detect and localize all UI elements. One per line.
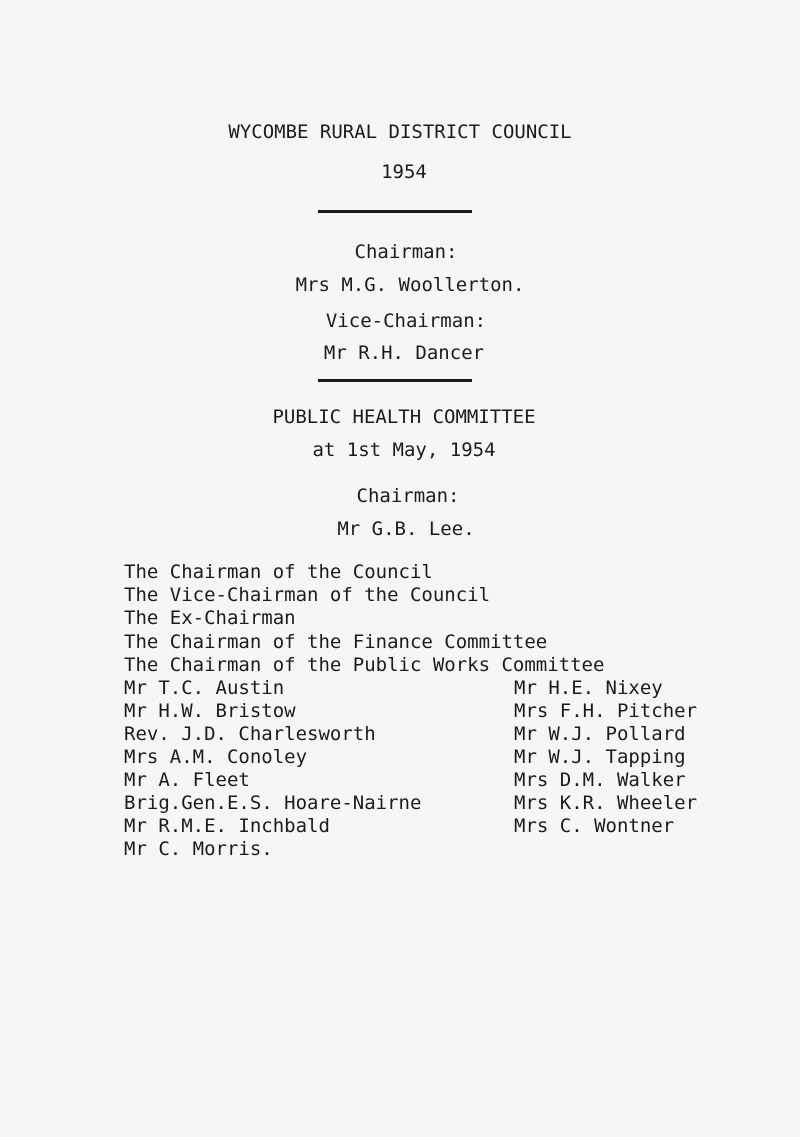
vice-chairman-label: Vice-Chairman: (325, 310, 487, 332)
ex-officio-line: The Ex-Chairman (124, 607, 296, 629)
member-right: Mrs K.R. Wheeler (514, 792, 698, 814)
ex-officio-line: The Chairman of the Council (124, 561, 433, 583)
member-left: Mrs A.M. Conoley (124, 746, 308, 768)
divider-middle (318, 379, 472, 382)
member-right: Mrs F.H. Pitcher (514, 700, 698, 722)
ex-officio-line: The Chairman of the Finance Committee (124, 631, 548, 653)
member-left: Rev. J.D. Charlesworth (124, 723, 376, 745)
committee-date: at 1st May, 1954 (312, 439, 496, 461)
member-left: Mr R.M.E. Inchbald (124, 815, 330, 837)
chairman-name: Mrs M.G. Woollerton. (295, 274, 525, 296)
member-right: Mrs C. Wontner (514, 815, 675, 837)
committee-title: PUBLIC HEALTH COMMITTEE (272, 406, 536, 428)
member-left: Mr C. Morris. (124, 838, 273, 860)
committee-chairman-name: Mr G.B. Lee. (337, 518, 475, 540)
member-left: Mr T.C. Austin (124, 677, 285, 699)
member-right: Mr W.J. Tapping (514, 746, 686, 768)
member-left: Mr H.W. Bristow (124, 700, 296, 722)
vice-chairman-name: Mr R.H. Dancer (323, 342, 485, 364)
member-right: Mr W.J. Pollard (514, 723, 686, 745)
year: 1954 (381, 161, 427, 183)
member-right: Mr H.E. Nixey (514, 677, 663, 699)
member-left: Mr A. Fleet (124, 769, 250, 791)
member-right: Mrs D.M. Walker (514, 769, 686, 791)
committee-chairman-label: Chairman: (356, 485, 460, 507)
member-left: Brig.Gen.E.S. Hoare-Nairne (124, 792, 422, 814)
divider-top (318, 210, 472, 213)
chairman-label: Chairman: (354, 241, 458, 263)
ex-officio-line: The Chairman of the Public Works Committee (124, 654, 605, 676)
council-title: WYCOMBE RURAL DISTRICT COUNCIL (228, 121, 572, 143)
ex-officio-line: The Vice-Chairman of the Council (124, 584, 491, 606)
